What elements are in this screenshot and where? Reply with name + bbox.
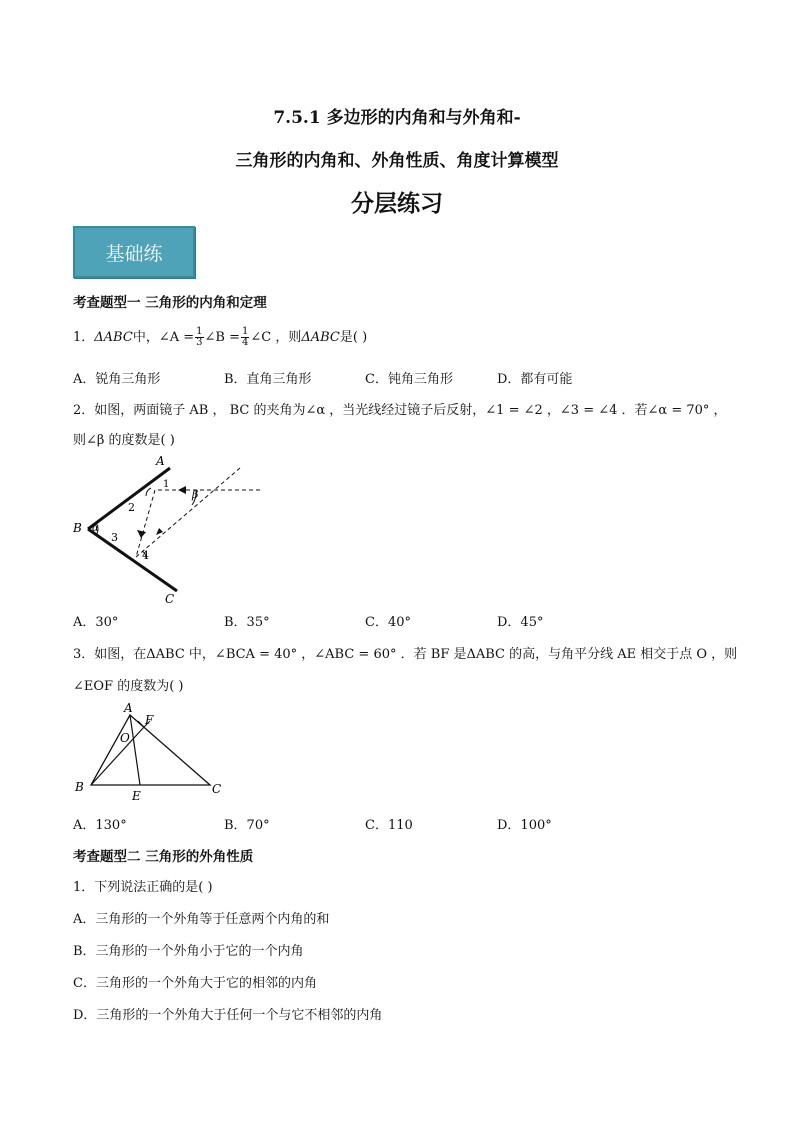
q3-stem-line2: ∠EOF 的度数为( ) [73,679,184,694]
q1-option-c[interactable]: C．钝角三角形 [365,372,453,387]
q2-option-a[interactable]: A．30° [73,615,119,630]
label-e: E [132,789,141,803]
q1-text-1: 中，∠A = [132,330,195,345]
ray-arrow-2 [137,530,146,538]
q3-option-a[interactable]: A．130° [73,818,127,833]
s2-q1-option-c[interactable]: C．三角形的一个外角大于它的相邻的内角 [73,976,317,991]
s2-q1-stem: 1．下列说法正确的是( ) [73,880,213,895]
q1-option-a[interactable]: A．锐角三角形 [73,372,161,387]
mirror-bc [88,529,177,591]
q1-fraction-2 [241,327,249,348]
q2-options [0,611,794,629]
q2-option-d[interactable]: D．45° [497,615,544,630]
label-2: 2 [128,501,135,514]
label-a: A [156,454,165,468]
title-line-2: 三角形的内角和、外角性质、角度计算模型 [235,151,559,171]
section-badge: 基础练 [73,226,195,278]
q1-fraction-1-num: 1 [196,326,203,337]
title-line-3: 分层练习 [351,190,443,217]
q3-option-d[interactable]: D．100° [497,818,552,833]
q3-stem-line1: 3．如图，在ΔABC 中，∠BCA = 40° ，∠ABC = 60° ．若 BF 是ΔABC 的高，与角平分线 AE 相交于点 O ，则 [73,647,738,662]
q1-text-3: ∠C ，则 [250,330,302,345]
s2-q1-option-d[interactable]: D．三角形的一个外角大于任何一个与它不相邻的内角 [73,1008,383,1023]
q3-option-c[interactable]: C．110 [365,818,413,833]
q2-option-c[interactable]: C．40° [365,615,411,630]
bisector-ae [130,715,140,785]
q1-text-2: ∠B = [204,330,240,345]
q1-fraction-2-num: 1 [241,326,249,337]
s2-q1-option-a[interactable]: A．三角形的一个外角等于任意两个内角的和 [73,912,330,927]
q1-options [0,368,794,386]
label-1: 1 [163,479,170,490]
q2-stem-line1: 2．如图，两面镜子 AB ， BC 的夹角为∠α ，当光线经过镜子后反射，∠1 = ∠2 ，∠3 = ∠4 ．若∠α = 70° ， [73,403,727,418]
q3-options [0,814,794,832]
label-b: B [75,780,84,794]
ray-middle [136,490,155,557]
label-alpha: α [92,523,99,534]
label-3: 3 [111,531,118,544]
q1-suffix: 是( ) [339,330,368,345]
label-a: A [124,701,133,715]
q1-prefix: 1． [73,330,95,345]
q1-triangle-2: ΔABC [301,330,340,345]
q2-mirror-figure [60,450,280,608]
q1-triangle-1: ΔABC [94,330,133,345]
q1-fraction-1 [195,327,203,348]
q1-option-b[interactable]: B．直角三角形 [224,372,312,387]
ray-arrow-3 [156,528,163,535]
section1-heading: 考查题型一 三角形的内角和定理 [73,295,267,311]
q3-triangle-figure [70,700,240,810]
q2-option-b[interactable]: B．35° [224,615,270,630]
q1-option-d[interactable]: D．都有可能 [497,372,573,387]
q1-stem [73,326,367,348]
q1-fraction-1-den: 3 [196,337,203,348]
ray-arrow-1 [178,486,186,494]
section2-heading: 考查题型二 三角形的外角性质 [73,849,254,865]
s2-q1-option-b[interactable]: B．三角形的一个外角小于它的一个内角 [73,944,304,959]
label-b: B [73,521,82,535]
q2-stem-line2: 则∠β 的度数是( ) [73,433,175,448]
label-beta: β [192,488,199,501]
title-line-1: 7.5.1 多边形的内角和与外角和- [273,108,521,128]
label-c: C [165,592,175,606]
q1-fraction-2-den: 4 [241,337,249,348]
q3-option-b[interactable]: B．70° [224,818,270,833]
label-o: O [120,731,130,745]
label-c: C [212,782,222,796]
mirror-ab [88,468,170,529]
angle1-arc [146,488,151,496]
label-f: F [145,713,154,727]
label-4: 4 [142,549,149,562]
